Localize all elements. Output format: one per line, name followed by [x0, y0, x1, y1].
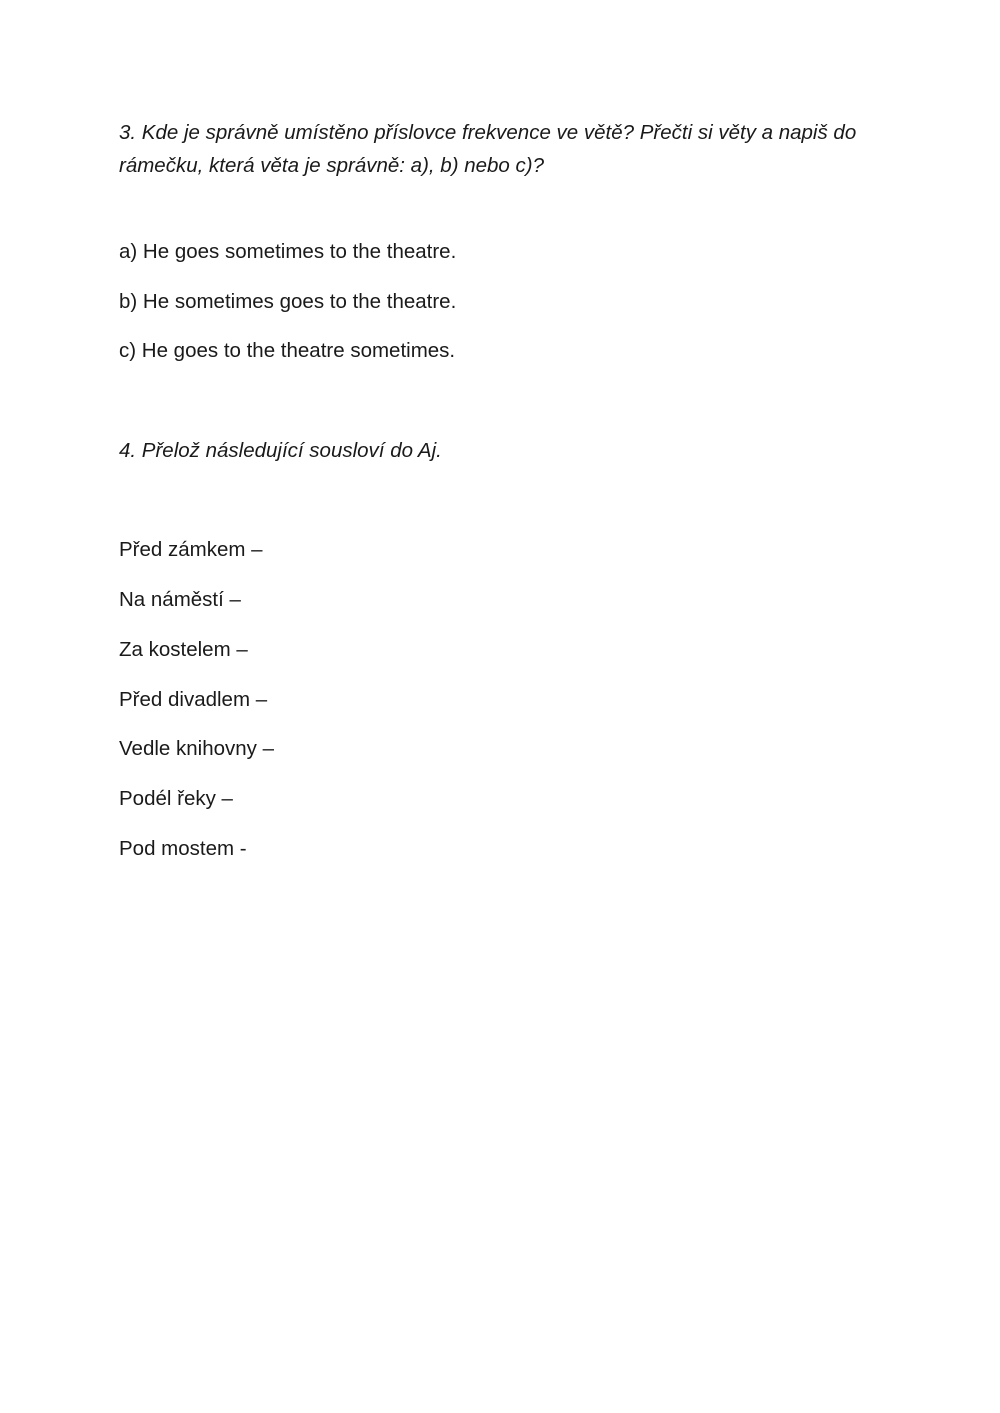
- phrase-item: Před zámkem –: [119, 538, 263, 561]
- phrase-item: Na náměstí –: [119, 588, 241, 611]
- option-c: c) He goes to the theatre sometimes.: [119, 339, 456, 362]
- phrase-item: Pod mostem -: [119, 837, 247, 860]
- phrase-item: Za kostelem –: [119, 638, 248, 661]
- option-b: b) He sometimes goes to the theatre.: [119, 290, 457, 313]
- phrase-item: Podél řeky –: [119, 787, 233, 810]
- exercise-3-instruction: 3. Kde je správně umístěno příslovce frekvence ve větě? Přečti si věty a napiš do rámečku, která věta je správně: a), b) nebo c)?: [119, 121, 857, 177]
- option-a: a) He goes sometimes to the theatre.: [119, 240, 457, 263]
- exercise-4-instruction: 4. Přelož následující sousloví do Aj.: [119, 439, 442, 462]
- phrase-item: Vedle knihovny –: [119, 737, 275, 760]
- phrase-item: Před divadlem –: [119, 688, 268, 711]
